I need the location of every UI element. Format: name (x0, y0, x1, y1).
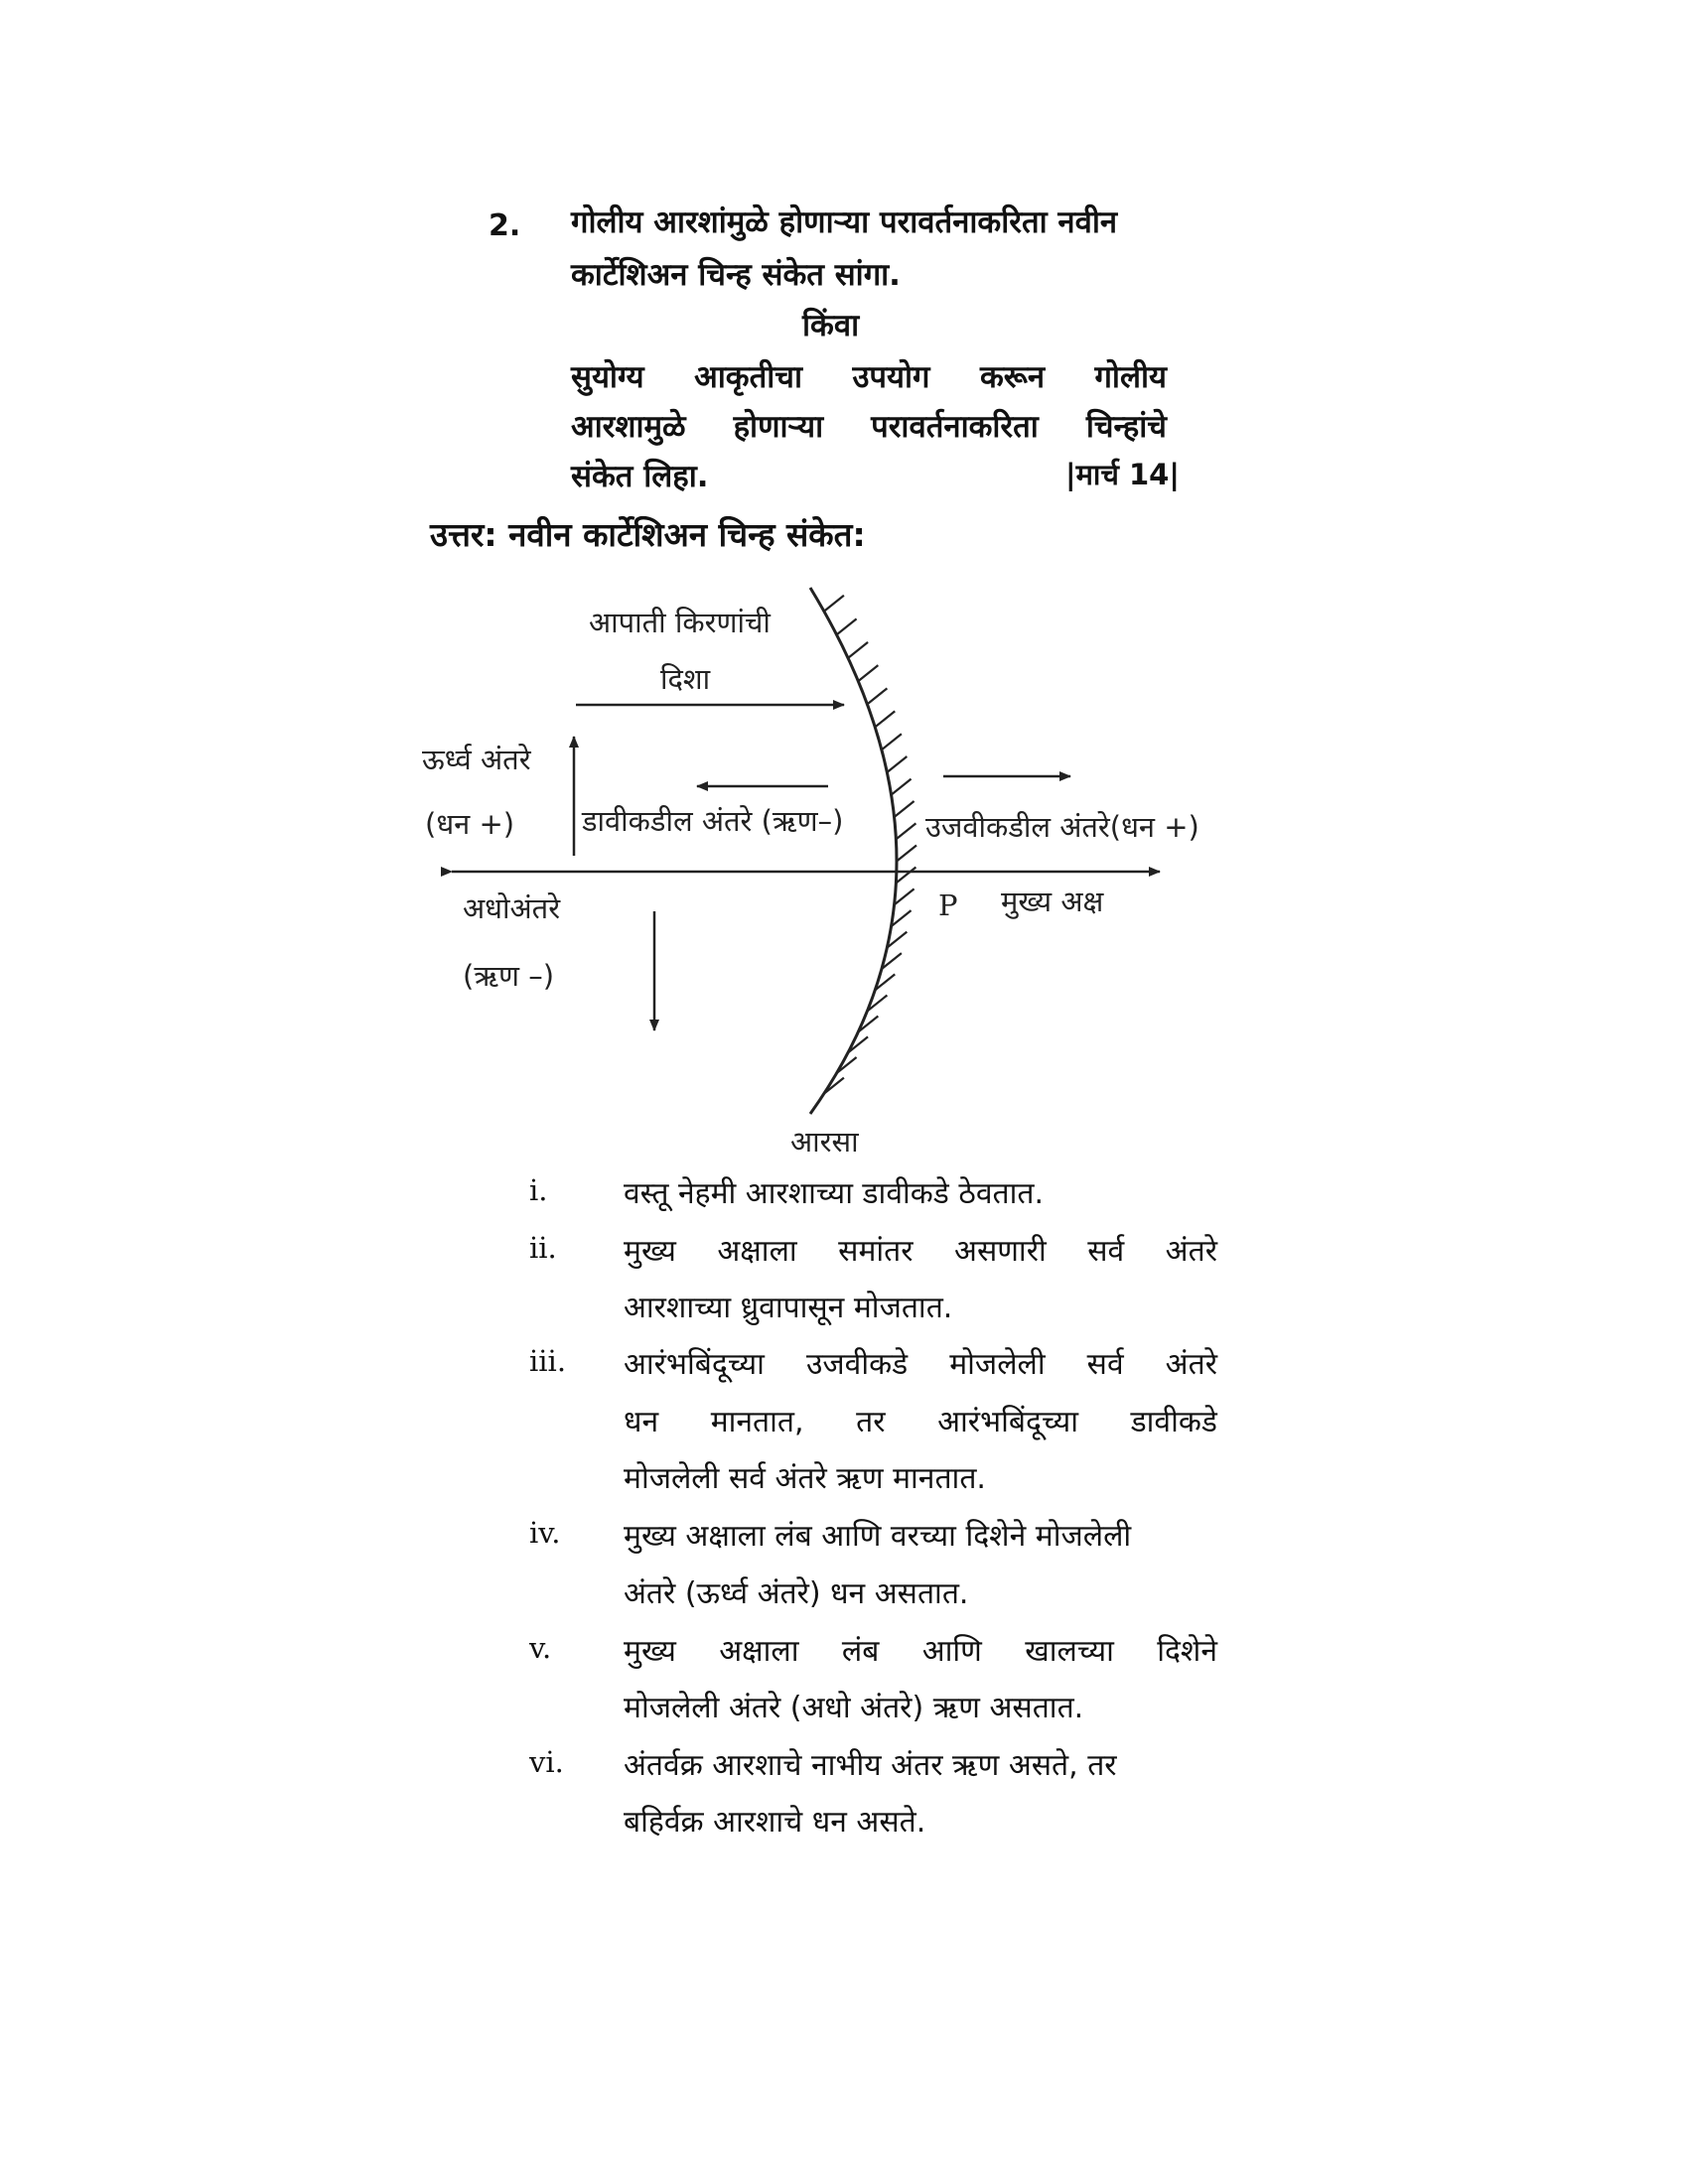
word: डावीकडे (1130, 1405, 1217, 1439)
word: सर्व (1087, 1234, 1125, 1269)
point-number: vi. (529, 1745, 564, 1779)
word: लंब (841, 1634, 880, 1669)
word: मुख्य (624, 1634, 676, 1669)
downward-distance-label: अधोअंतरे (463, 891, 561, 925)
mirror-curve (810, 588, 897, 1114)
point-line (624, 1229, 1217, 1270)
word: चिन्हांचे (1085, 409, 1167, 445)
upward-sign-label: (धन +) (425, 807, 515, 841)
word: होणाऱ्या (733, 409, 824, 445)
hatch-stroke (895, 801, 914, 817)
upward-distance-label: ऊर्ध्व अंतरे (422, 743, 531, 776)
hatch-stroke (858, 665, 878, 681)
hatch-stroke (895, 888, 914, 904)
hatch-stroke (897, 846, 916, 862)
word: खालच्या (1025, 1634, 1114, 1669)
point-line: मुख्य अक्षाला लंब आणि वरच्या दिशेने मोजलेली (624, 1519, 1132, 1554)
word: आरशामुळे (571, 409, 686, 445)
hatch-stroke (848, 642, 868, 658)
word: अक्षाला (717, 1234, 797, 1269)
word: आकृतीचा (694, 359, 802, 395)
hatch-stroke (896, 823, 915, 839)
question-line-1: गोलीय आरशांमुळे होणाऱ्या परावर्तनाकरिता नवीन (571, 205, 1118, 240)
hatch-stroke (875, 711, 895, 727)
hatch-stroke (896, 868, 915, 884)
word: तर (856, 1405, 886, 1439)
pole-label: P (938, 888, 958, 922)
point-line: अंतर्वक्र आरशाचे नाभीय अंतर ऋण असते, तर (624, 1748, 1117, 1783)
word: अक्षाला (719, 1634, 799, 1669)
hatch-stroke (887, 756, 907, 772)
incident-rays-label: आपाती किरणांची (589, 606, 771, 639)
question-number: 2. (489, 208, 521, 243)
point-number: iii. (529, 1344, 567, 1378)
word: अंतरे (1165, 1234, 1217, 1269)
left-distance-label: डावीकडील अंतरे (ऋण–) (582, 804, 844, 838)
right-distance-label: उजवीकडील अंतरे(धन +) (925, 810, 1199, 844)
word: सर्व (1086, 1347, 1124, 1382)
hatch-stroke (882, 734, 902, 750)
point-line: मोजलेली सर्व अंतरे ऋण मानतात. (624, 1461, 986, 1496)
point-number: i. (529, 1173, 548, 1207)
word: धन (624, 1405, 659, 1439)
word: उपयोग (852, 359, 930, 395)
answer-heading: उत्तर: नवीन कार्टेशिअन चिन्ह संकेत: (430, 515, 866, 554)
incident-direction-label: दिशा (660, 662, 711, 696)
point-number: v. (529, 1631, 552, 1665)
hatch-stroke (837, 618, 857, 634)
hatch-stroke (824, 596, 844, 612)
point-line: मोजलेली अंतरे (अधो अंतरे) ऋण असतात. (624, 1691, 1084, 1725)
word: मोजलेली (949, 1347, 1046, 1382)
point-line: बहिर्वक्र आरशाचे धन असते. (624, 1805, 926, 1840)
question-alt-line-3: संकेत लिहा. (571, 459, 709, 494)
point-line: वस्तू नेहमी आरशाच्या डावीकडे ठेवतात. (624, 1176, 1045, 1211)
question-line-2: कार्टेशिअन चिन्ह संकेत सांगा. (571, 257, 901, 293)
hatch-stroke (892, 779, 912, 795)
word: उजवीकडे (805, 1347, 909, 1382)
word: मुख्य (624, 1234, 676, 1269)
word: अंतरे (1165, 1347, 1217, 1382)
word: आरंभबिंदूच्या (624, 1347, 765, 1382)
word: असणारी (954, 1234, 1047, 1269)
principal-axis-label: मुख्य अक्ष (1001, 885, 1104, 918)
word: सुयोग्य (571, 359, 644, 395)
word: परावर्तनाकरिता (871, 409, 1039, 445)
word: करून (979, 359, 1046, 395)
point-line: आरशाच्या ध्रुवापासून मोजतात. (624, 1291, 953, 1325)
point-line (624, 1342, 1217, 1383)
word: समांतर (838, 1234, 914, 1269)
hatch-stroke (867, 688, 887, 704)
exam-reference: |मार्च 14| (1065, 458, 1180, 491)
point-number: iv. (529, 1516, 561, 1550)
word: दिशेने (1157, 1634, 1217, 1669)
or-word: किंवा (802, 308, 860, 343)
word: आणि (921, 1634, 982, 1669)
word: मानतात, (710, 1405, 804, 1439)
downward-sign-label: (ऋण –) (463, 959, 555, 993)
mirror-label: आरसा (790, 1125, 859, 1159)
point-number: ii. (529, 1231, 557, 1265)
word: गोलीय (1094, 359, 1167, 395)
mirror-hatching (824, 596, 916, 1094)
point-line: अंतरे (ऊर्ध्व अंतरे) धन असतात. (624, 1576, 969, 1611)
point-line (624, 1629, 1217, 1670)
word: आरंभबिंदूच्या (937, 1405, 1078, 1439)
point-line (624, 1400, 1217, 1440)
